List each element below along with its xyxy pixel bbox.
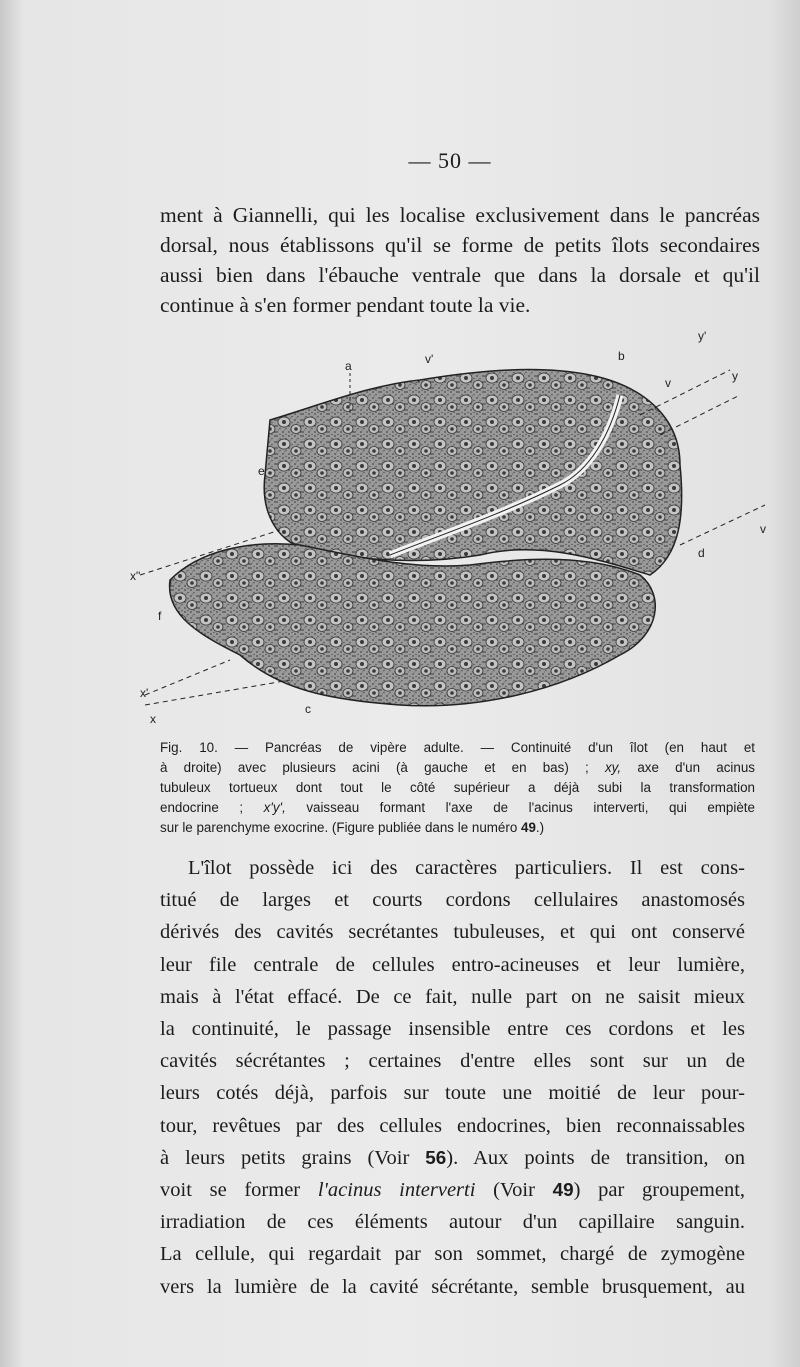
intro-paragraph [160, 200, 760, 320]
reference-number: 56 [425, 1146, 447, 1168]
axis-xy: xy, [604, 760, 622, 775]
text-line: voit se former l'acinus interverti (Voir 49) par groupement, [160, 1179, 746, 1202]
reference-number: 49 [521, 820, 536, 835]
figure-label-x-prime: x' [140, 686, 149, 700]
text-line: titué de larges et courts cordons cellulaires anastomosés [160, 889, 745, 912]
pancreas-illustration [120, 325, 780, 725]
axis-x-prime-y-prime: x'y', [263, 800, 286, 815]
figure-caption [160, 738, 755, 838]
text-line: irradiation de ces éléments autour d'un capillaire sanguin. [160, 1211, 745, 1234]
caption-line: endocrine ; x'y', vaisseau formant l'axe de l'acinus interverti, qui empiète [160, 800, 755, 815]
body-paragraph [160, 852, 745, 1303]
figure-label-x: x [150, 712, 156, 725]
text-line: La cellule, qui regardait par son sommet, chargé de zymogène [160, 1243, 745, 1266]
text-line: continue à s'en former pendant toute la vie. [160, 293, 531, 317]
figure-label-v: v [665, 376, 671, 390]
text-line: aussi bien dans l'ébauche ventrale que dans la dorsale et qu'il [160, 263, 760, 287]
text-line: mais à l'état effacé. De ce fait, nulle part on ne saisit mieux [160, 985, 745, 1008]
reference-number: 49 [552, 1179, 574, 1201]
text-line: dorsal, nous établissons qu'il se forme de petits îlots secondaires [160, 233, 760, 257]
figure-label-a: a [345, 359, 352, 373]
text-line: L'îlot possède ici des caractères particuliers. Il est cons- [188, 857, 745, 879]
figure-label-v-right: v [760, 522, 766, 536]
text-line: leurs cotés déjà, parfois sur toute une moitié de leur pour- [160, 1082, 745, 1105]
figure-label-x-double: x" [130, 569, 141, 583]
text-line: leur file centrale de cellules entro-acineuses et leur lumière, [160, 953, 745, 976]
text-line: cavités sécrétantes ; certaines d'entre elles sont sur un de [160, 1050, 745, 1073]
italic-term: l'acinus interverti [317, 1179, 476, 1202]
figure-label-f: f [158, 609, 162, 623]
text-line: la continuité, le passage insensible entre ces cordons et les [160, 1018, 745, 1041]
figure-label-y: y [732, 369, 738, 383]
histology-figure [120, 325, 780, 725]
caption-line: à droite) avec plusieurs acini (à gauche et en bas) ; xy, axe d'un acinus [160, 760, 755, 775]
text-line: tour, revêtues par des cellules endocrines, bien reconnaissables [160, 1114, 745, 1137]
figure-label-y-prime: y' [698, 329, 707, 343]
figure-label-c: c [305, 702, 311, 716]
figure-label-d: d [698, 546, 705, 560]
caption-line: tubuleux tortueux dont tout le côté supérieur a déjà subi la transformation [160, 780, 755, 795]
figure-label-v-prime: v' [425, 352, 434, 366]
page-number: — 50 — [408, 148, 492, 173]
text-line: dérivés des cavités secrétantes tubuleuses, et qui ont conservé [160, 921, 745, 944]
text-line: ment à Giannelli, qui les localise exclusivement dans le pancréas [160, 203, 760, 227]
figure-label-e: e [258, 464, 265, 478]
text-line: vers la lumière de la cavité sécrétante, semble brusquement, au [160, 1275, 745, 1298]
caption-line: sur le parenchyme exocrine. (Figure publiée dans le numéro 49.) [160, 820, 545, 835]
text-line: à leurs petits grains (Voir 56). Aux points de transition, on [160, 1146, 745, 1169]
caption-line: Fig. 10. — Pancréas de vipère adulte. — Continuité d'un îlot (en haut et [160, 740, 755, 755]
figure-label-b: b [618, 349, 625, 363]
